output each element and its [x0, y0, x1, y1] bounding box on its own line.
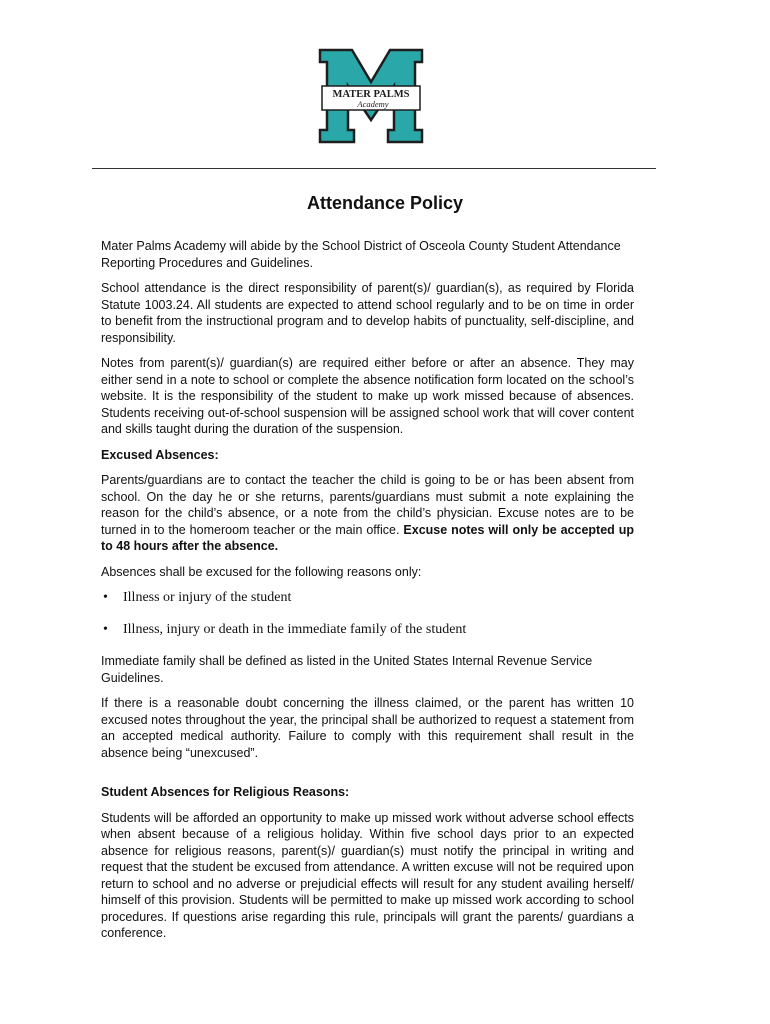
reasons-list: [101, 589, 634, 639]
excused-paragraph: [101, 472, 634, 555]
notes-paragraph: Notes from parent(s)/ guardian(s) are required either before or after an absence. They may either send in a note to school or complete the absence notification form located on the school’s website. It is the responsibility of the student to make up work missed because of absences. Students receiving out-of-school suspension will be assigned school work that will cover content and skills taught during the duration of the suspension.: [101, 356, 634, 436]
school-logo: [318, 46, 424, 144]
religious-absences-heading: Student Absences for Religious Reasons:: [101, 785, 350, 799]
document-body: [101, 238, 634, 951]
bullet-icon: •: [103, 590, 108, 605]
bullet-icon: •: [103, 622, 108, 637]
reasonable-doubt-paragraph: If there is a reasonable doubt concerning the illness claimed, or the parent has written 10 excused notes throughout the year, the principal shall be authorized to request a statement from an accepted medical authority. Failure to comply with this requirement shall result in the absence being “unexcused”.: [101, 696, 634, 760]
excused-text: Parents/guardians are to contact the teacher the child is going to be or has been absent from school. On the day he or she returns, parents/guardians must submit a note explaining the reason for the child’s absence, or a note from the child’s physician. Excuse notes are to be turned in to the homeroom teacher or the main office.: [101, 473, 634, 537]
responsibility-paragraph: School attendance is the direct responsibility of parent(s)/ guardian(s), as required by Florida Statute 1003.24. All students are expected to attend school regularly and to be on time in order to benefit from the instructional program and to develop habits of punctuality, self-discipline, and responsibility.: [101, 281, 634, 345]
immediate-family-paragraph: Immediate family shall be defined as listed in the United States Internal Revenue Service Guidelines.: [101, 654, 593, 685]
religious-paragraph: Students will be afforded an opportunity to make up missed work without adverse school effects when absent because of a religious holiday. Within five school days prior to an expected absence for religious reasons, parent(s)/ guardian(s) must notify the principal in writing and request that the student be excused from attendance. A written excuse will not be required upon return to school and no adverse or prejudicial effects will result for any student availing herself/ himself of this provision. Students will be permitted to make up missed work according to school procedures. If questions arise regarding this rule, principals will grant the parents/ guardians a conference.: [101, 810, 634, 940]
excused-deadline-text: Excuse notes will only be accepted up to 48 hours after the absence.: [101, 522, 634, 553]
list-item: • Illness, injury or death in the immediate family of the student: [103, 622, 467, 637]
excused-absences-heading: Excused Absences:: [101, 447, 219, 462]
logo-text-main: MATER PALMS: [332, 89, 410, 100]
header-divider: [92, 168, 656, 169]
page-title: Attendance Policy: [306, 193, 464, 213]
logo-text-script: Academy: [357, 99, 389, 109]
reasons-intro: Absences shall be excused for the following reasons only:: [101, 564, 422, 579]
intro-paragraph: Mater Palms Academy will abide by the School District of Osceola County Student Attendance Reporting Procedures and Guidelines.: [101, 239, 621, 270]
list-item: • Illness or injury of the student: [103, 590, 292, 605]
